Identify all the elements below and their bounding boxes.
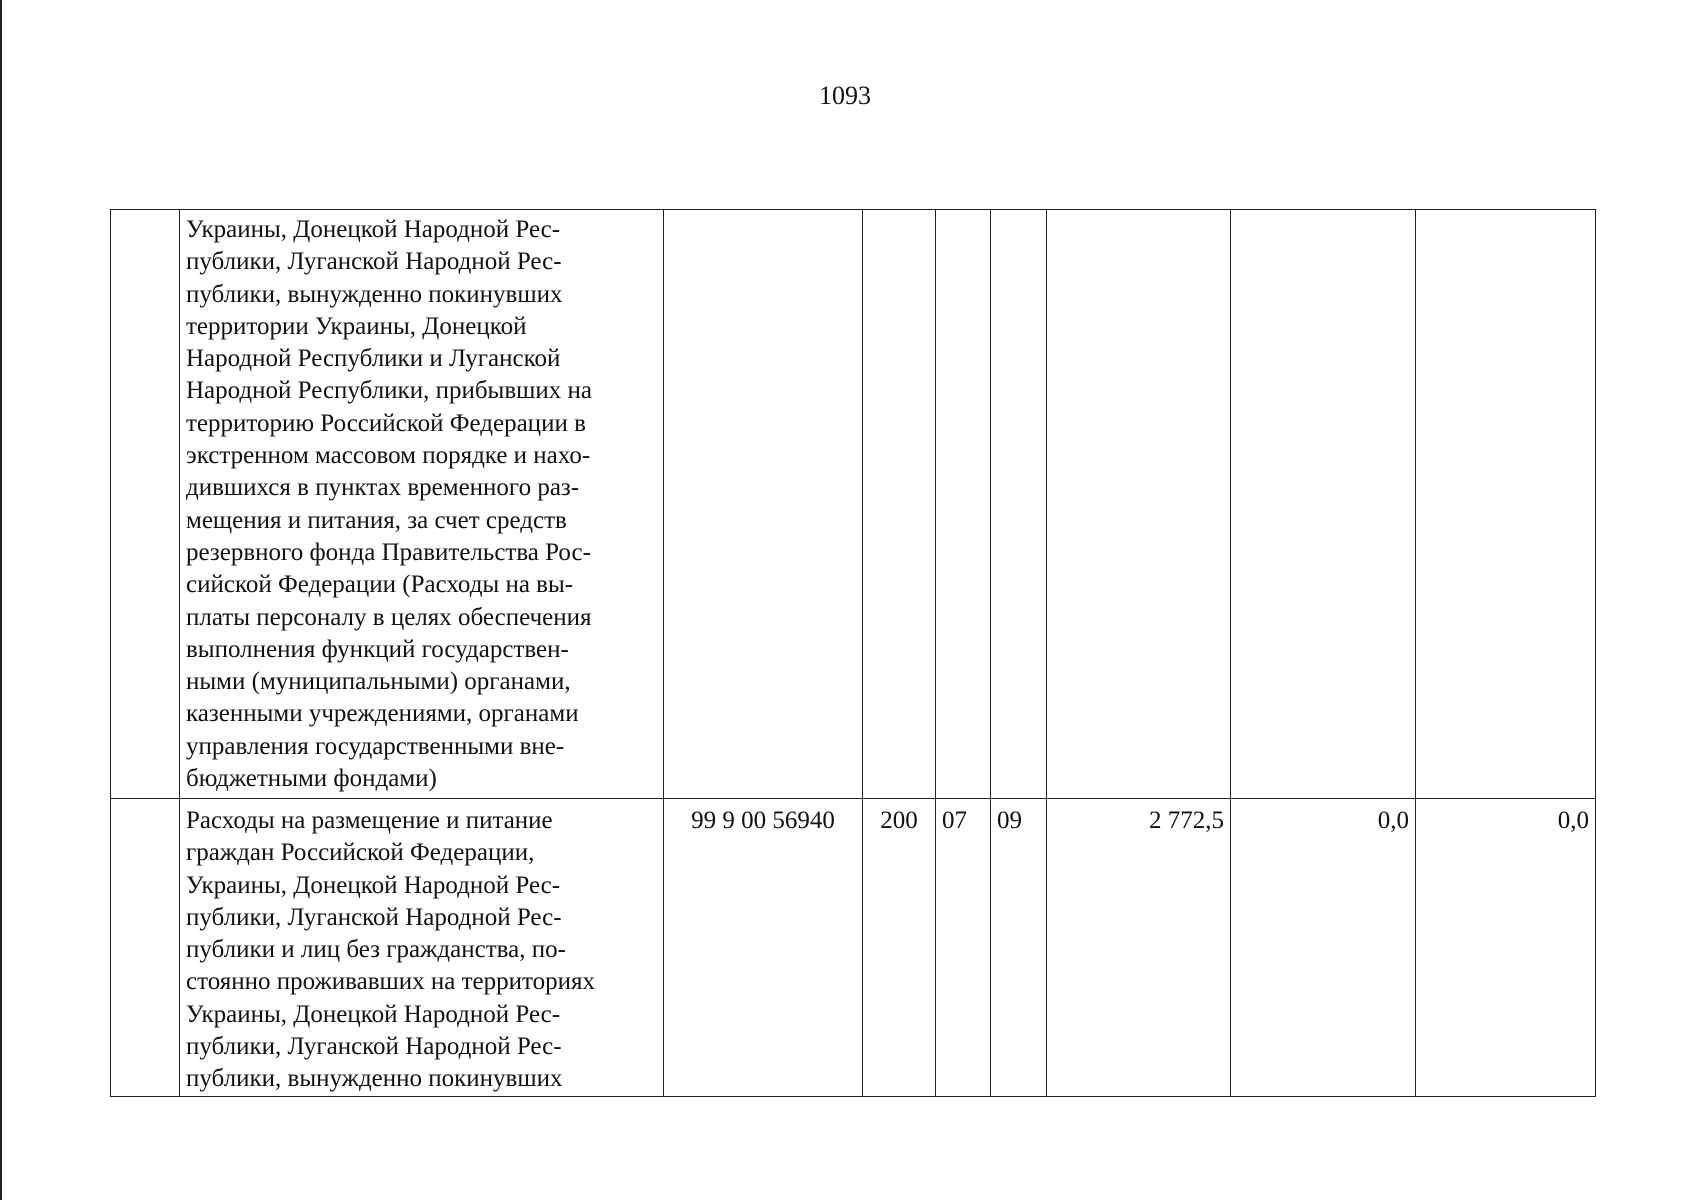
description-line: территорию Российской Федерации в xyxy=(186,409,586,437)
table-row xyxy=(111,210,1596,799)
description-line: бюджетными фондами) xyxy=(186,765,437,793)
description-line: публики, вынужденно покинувших xyxy=(186,1065,563,1093)
row-number-cell xyxy=(111,210,180,799)
description-line: стоянно проживавших на территориях xyxy=(186,968,595,996)
amount-3-cell: 0,0 xyxy=(1416,799,1596,1097)
description-line: дившихся в пунктах временного раз- xyxy=(186,474,580,502)
section-cell: 07 xyxy=(936,799,991,1097)
description-line: публики, Луганской Народной Рес- xyxy=(186,903,562,931)
description-line: резервного фонда Правительства Рос- xyxy=(186,538,591,566)
table-row xyxy=(111,799,1596,1097)
subsection-cell: 09 xyxy=(991,799,1047,1097)
description-line: граждан Российской Федерации, xyxy=(186,839,535,867)
amount-2-cell: 0,0 xyxy=(1231,799,1416,1097)
description-line: территории Украины, Донецкой xyxy=(186,312,527,340)
amount-2-cell xyxy=(1231,210,1416,799)
description-line: Народной Республики, прибывших на xyxy=(186,377,593,405)
description-line: казенными учреждениями, органами xyxy=(186,700,579,728)
description-line: выполнения функций государствен- xyxy=(186,635,569,663)
subsection-cell xyxy=(991,210,1047,799)
description-line: ными (муниципальными) органами, xyxy=(186,668,571,696)
description-line: Расходы на размещение и питание xyxy=(186,807,553,834)
description-line: экстренном массовом порядке и нахо- xyxy=(186,442,591,470)
expense-type-cell xyxy=(863,210,936,799)
amount-3-cell xyxy=(1416,210,1596,799)
description-line: публики, Луганской Народной Рес- xyxy=(186,248,562,276)
description-cell xyxy=(180,210,664,799)
description-line: Украины, Донецкой Народной Рес- xyxy=(186,216,561,243)
description-line: публики, вынужденно покинувших xyxy=(186,280,563,308)
description-line: Украины, Донецкой Народной Рес- xyxy=(186,871,561,899)
description-line: публики и лиц без гражданства, по- xyxy=(186,936,566,964)
description-line: мещения и питания, за счет средств xyxy=(186,506,567,534)
description-line: Народной Республики и Луганской xyxy=(186,345,561,373)
scan-left-edge xyxy=(0,0,2,1200)
amount-1-cell: 2 772,5 xyxy=(1047,799,1231,1097)
description-line: сийской Федерации (Расходы на вы- xyxy=(186,571,574,599)
budget-table xyxy=(110,209,1596,1097)
description-line: платы персоналу в целях обеспечения xyxy=(186,603,592,631)
description-line: публики, Луганской Народной Рес- xyxy=(186,1033,562,1061)
section-cell xyxy=(936,210,991,799)
description-line: Украины, Донецкой Народной Рес- xyxy=(186,1000,561,1028)
target-code-cell xyxy=(664,210,863,799)
description-cell xyxy=(180,799,664,1097)
description-line: управления государственными вне- xyxy=(186,732,565,760)
page-number: 1093 xyxy=(819,81,871,110)
amount-1-cell xyxy=(1047,210,1231,799)
expense-type-cell: 200 xyxy=(863,799,936,1097)
row-number-cell xyxy=(111,799,180,1097)
target-code-cell: 99 9 00 56940 xyxy=(664,799,863,1097)
